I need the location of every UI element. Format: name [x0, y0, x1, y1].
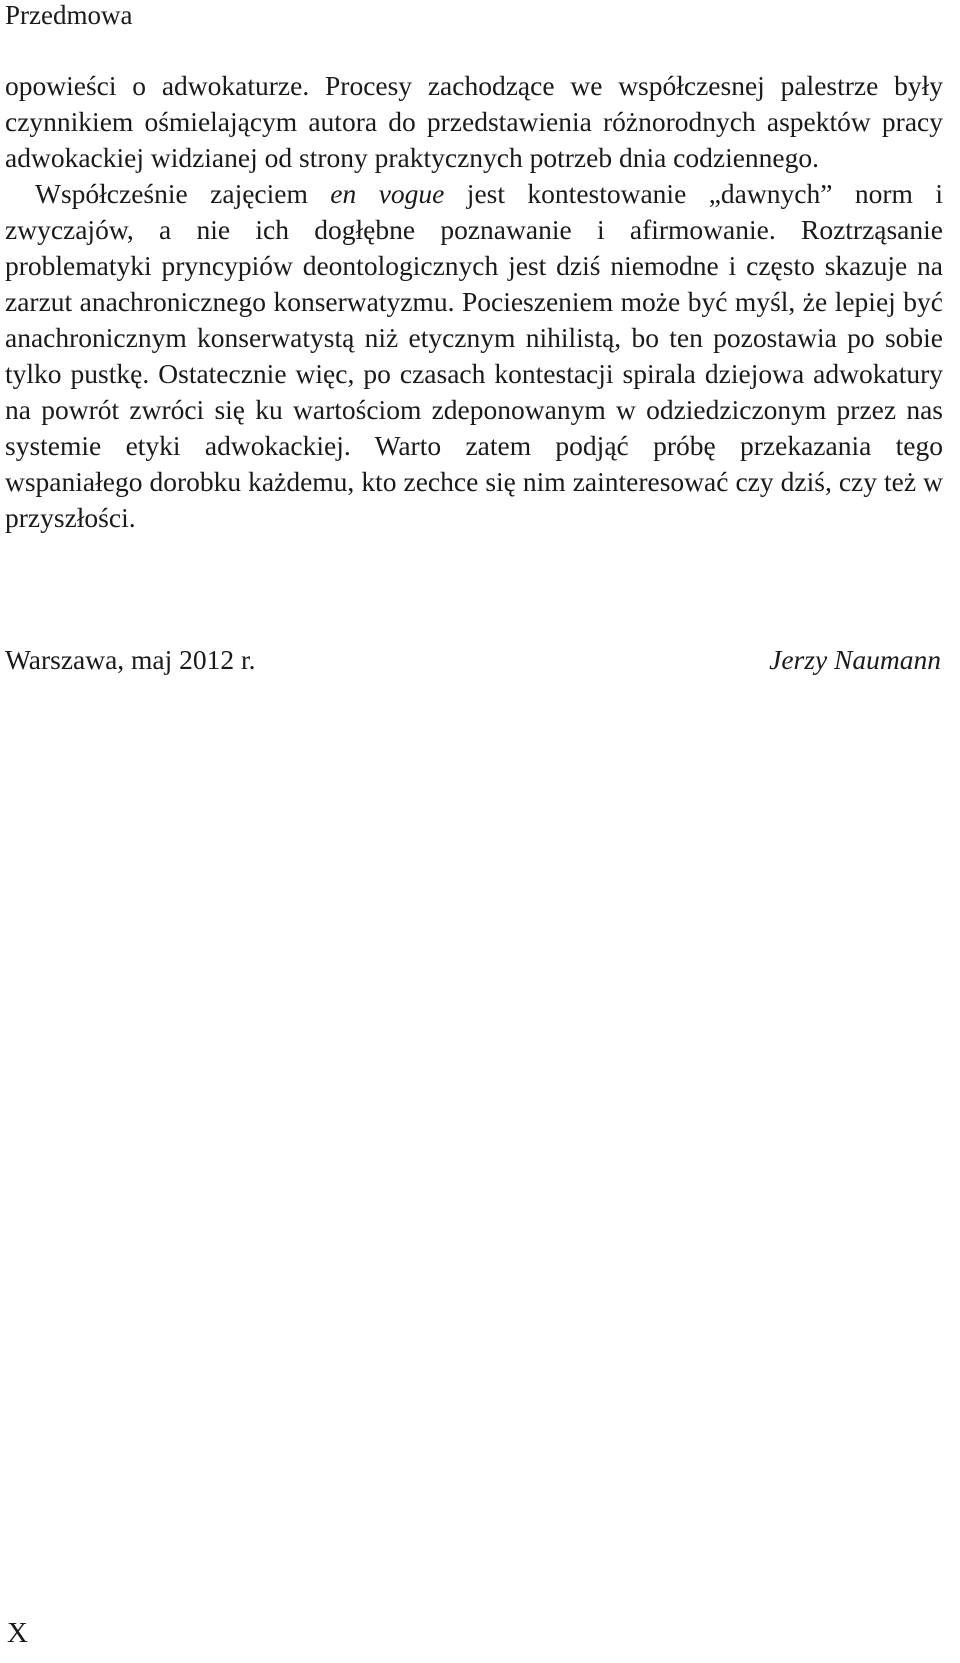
paragraph-1: opowieści o adwokaturze. Procesy zachodzące we współczesnej palestrze były czynnikiem ośmielającym autora do przedstawienia różnorodnych aspektów pracy adwokackiej widzianej od strony praktycznych potrzeb dnia codziennego. [5, 70, 943, 173]
paragraph-2 [5, 176, 943, 536]
paragraph-2-rest: jest kontestowanie „dawnych” norm i zwyczajów, a nie ich dogłębne poznawanie i afirmowanie. Roztrząsanie problematyki pryncypiów deontologicznych jest dziś niemodne i często skazuje na zarzut anachronicznego konserwatyzmu. Pocieszeniem może być myśl, że lepiej być anachronicznym konserwatystą niż etycznym nihilistą, bo ten pozostawia po sobie tylko pustkę. Ostatecznie więc, po czasach kontestacji spirala dziejowa adwokatury na powrót zwróci się ku wartościom zdeponowanym w odziedziczonym przez nas systemie etyki adwokackiej. Warto zatem podjąć próbę przekazania tego wspaniałego dorobku każdemu, kto zechce się nim zainteresować czy dziś, czy też w przyszłości. [5, 178, 943, 533]
closing-line [5, 642, 941, 678]
author-signature: Jerzy Naumann [769, 644, 941, 675]
body-text [5, 68, 943, 536]
page-number: X [7, 1617, 28, 1649]
paragraph-2-start: Współcześnie zajęciem [35, 178, 331, 209]
running-head-title: Przedmowa [5, 0, 133, 30]
en-vogue-phrase: en vogue [330, 178, 445, 209]
book-page [5, 0, 945, 1663]
place-and-date: Warszawa, maj 2012 r. [5, 644, 256, 675]
